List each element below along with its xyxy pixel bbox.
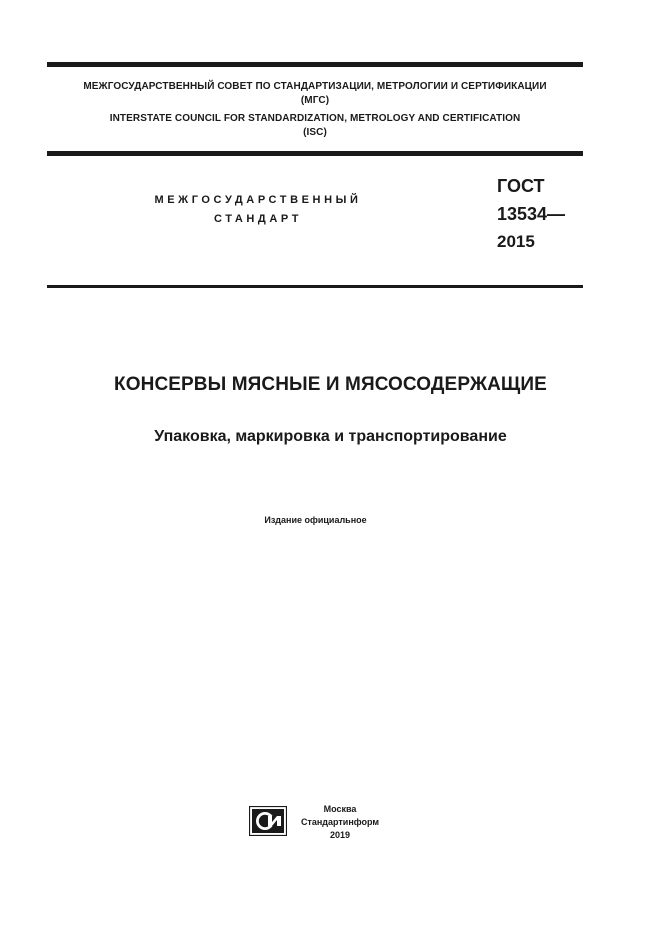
publisher-year: 2019 — [329, 830, 351, 840]
council-name-ru: МЕЖГОСУДАРСТВЕННЫЙ СОВЕТ ПО СТАНДАРТИЗАЦИИ, МЕТРОЛОГИИ И СЕРТИФИКАЦИИ — [83, 81, 547, 92]
publisher-block — [300, 803, 380, 842]
document-subtitle: Упаковка, маркировка и транспортирование — [154, 428, 507, 445]
standartinform-logo-icon — [249, 806, 287, 836]
edition-note: Издание официальное — [264, 515, 367, 525]
gost-label: ГОСТ — [497, 176, 545, 196]
council-name-en: INTERSTATE COUNCIL FOR STANDARDIZATION, METROLOGY AND CERTIFICATION — [109, 113, 521, 124]
document-title: КОНСЕРВЫ МЯСНЫЕ И МЯСОСОДЕРЖАЩИЕ — [114, 374, 547, 395]
standard-kind-line2: СТАНДАРТ — [213, 213, 303, 225]
gost-number: 13534— — [497, 204, 566, 224]
publisher-city: Москва — [323, 804, 357, 814]
council-abbr-ru: (МГС) — [300, 95, 330, 106]
standard-kind-line1: МЕЖГОСУДАРСТВЕННЫЙ — [154, 194, 362, 206]
gost-year: 2015 — [497, 232, 535, 251]
council-abbr-en: (ISC) — [303, 127, 327, 138]
top-rule — [47, 62, 583, 67]
gost-designation — [497, 172, 607, 256]
header-bottom-rule — [47, 151, 583, 156]
designation-rule — [47, 285, 583, 288]
publisher-name: Стандартинформ — [300, 817, 380, 827]
